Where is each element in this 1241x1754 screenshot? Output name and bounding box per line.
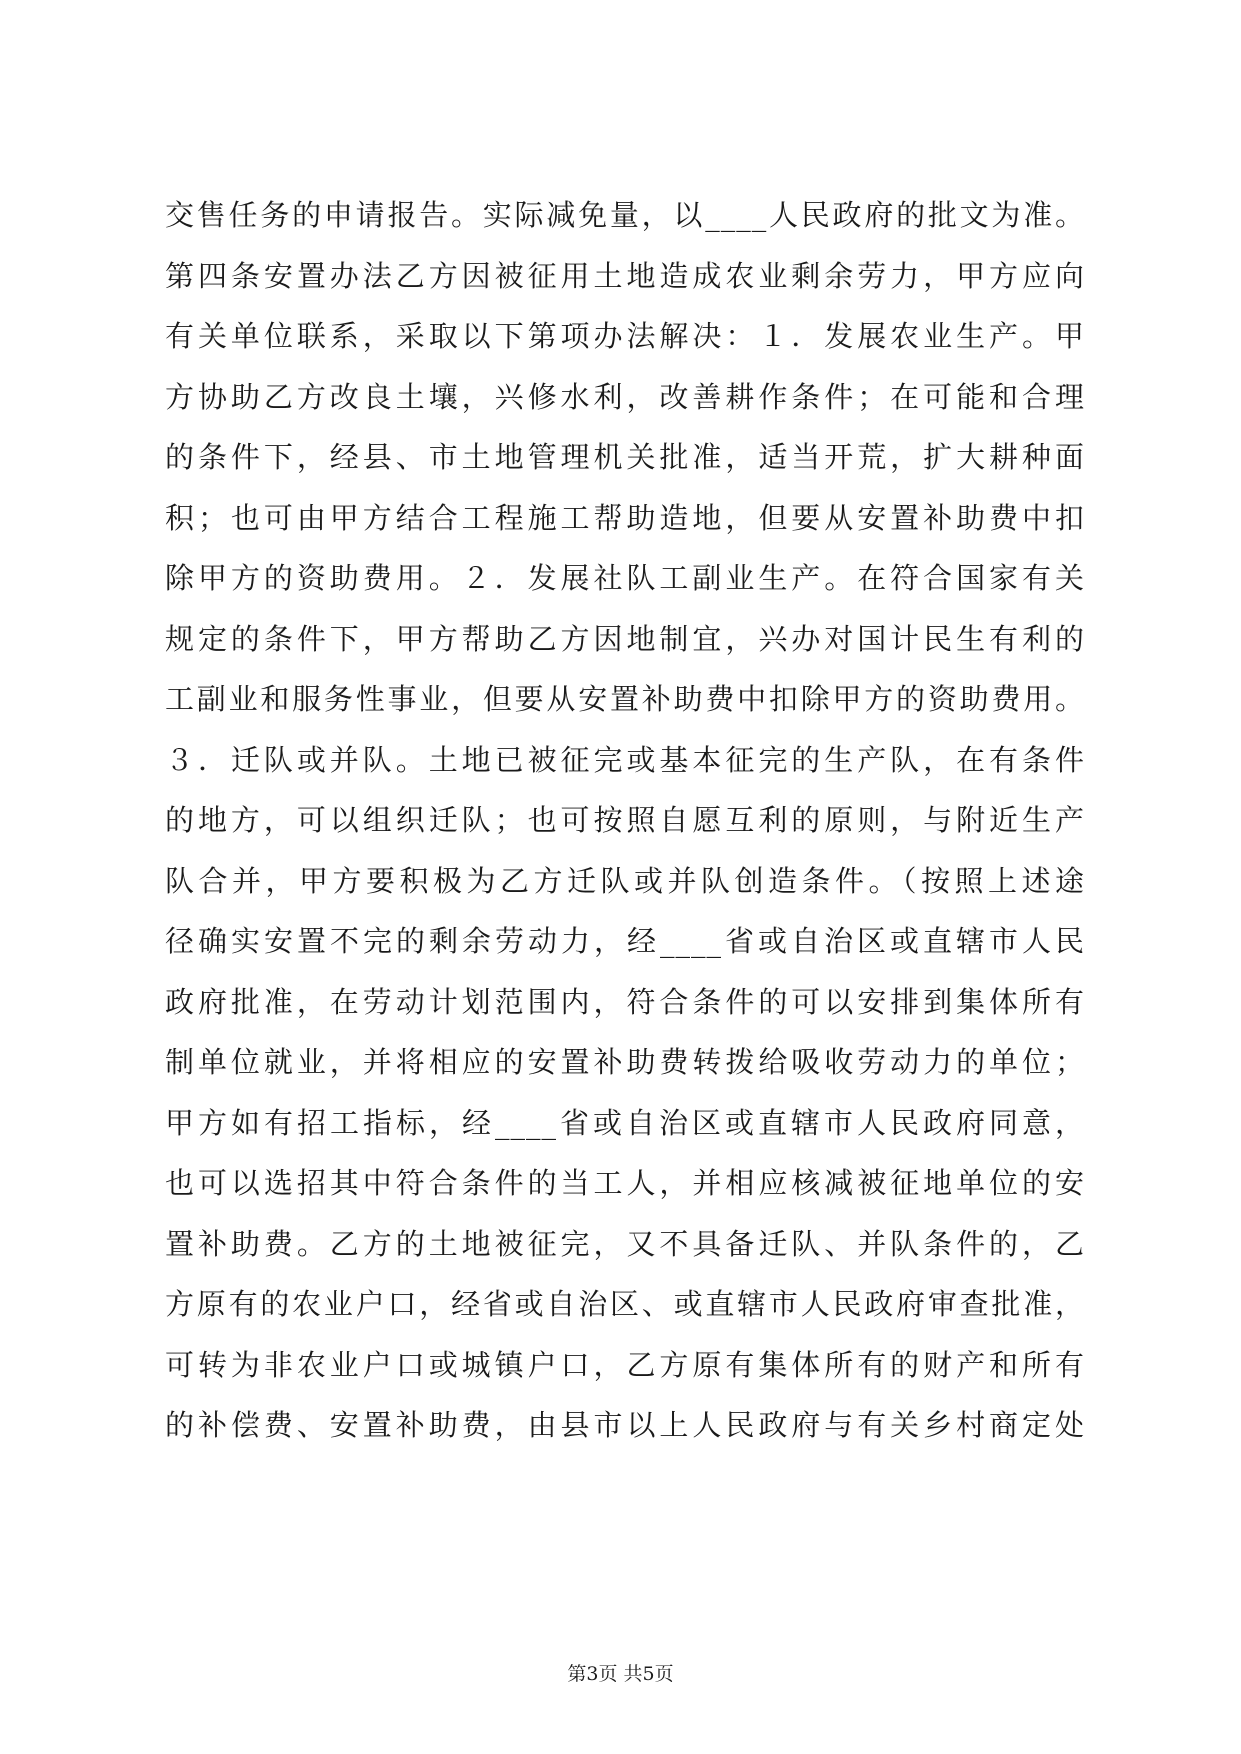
text-line: ３．迁队或并队。土地已被征完或基本征完的生产队，在有条件 [165,742,1085,777]
text-line: 方协助乙方改良土壤，兴修水利，改善耕作条件；在可能和合理 [165,379,1085,414]
text-line: 除甲方的资助费用。２．发展社队工副业生产。在符合国家有关 [165,561,1085,595]
text-line: 积；也可由甲方结合工程施工帮助造地，但要从安置补助费中扣 [165,500,1085,535]
text-line: 的补偿费、安置补助费，由县市以上人民政府与有关乡村商定处 [165,1408,1085,1442]
page-number-footer: 第3页 共5页 [567,1663,674,1685]
text-line: 径确实安置不完的剩余劳动力，经____省或自治区或直辖市人民 [165,924,1085,958]
text-line: 规定的条件下，甲方帮助乙方因地制宜，兴办对国计民生有利的 [165,621,1085,656]
text-line: 甲方如有招工指标，经____省或自治区或直辖市人民政府同意， [165,1105,1085,1140]
text-line: 置补助费。乙方的土地被征完，又不具备迁队、并队条件的，乙 [165,1226,1085,1261]
text-line: 队合并，甲方要积极为乙方迁队或并队创造条件。（按照上述途 [165,863,1085,898]
text-line: 工副业和服务性事业，但要从安置补助费中扣除甲方的资助费用。 [165,682,1085,716]
text-line: 的条件下，经县、市土地管理机关批准，适当开荒，扩大耕种面 [165,440,1085,474]
text-line: 也可以选招其中符合条件的当工人，并相应核减被征地单位的安 [165,1166,1085,1200]
text-line: 政府批准，在劳动计划范围内，符合条件的可以安排到集体所有 [165,984,1085,1019]
text-line: 制单位就业，并将相应的安置补助费转拨给吸收劳动力的单位； [165,1045,1085,1079]
body-text [165,185,1085,1456]
text-line: 方原有的农业户口，经省或自治区、或直辖市人民政府审查批准， [165,1287,1085,1321]
text-line: 有关单位联系，采取以下第项办法解决：１．发展农业生产。甲 [165,319,1085,353]
text-line: 交售任务的申请报告。实际减免量，以____人民政府的批文为准。 [165,198,1085,232]
text-line: 的地方，可以组织迁队；也可按照自愿互利的原则，与附近生产 [165,803,1085,837]
text-line: 可转为非农业户口或城镇户口，乙方原有集体所有的财产和所有 [165,1347,1085,1382]
text-line: 第四条安置办法乙方因被征用土地造成农业剩余劳力，甲方应向 [165,258,1085,293]
